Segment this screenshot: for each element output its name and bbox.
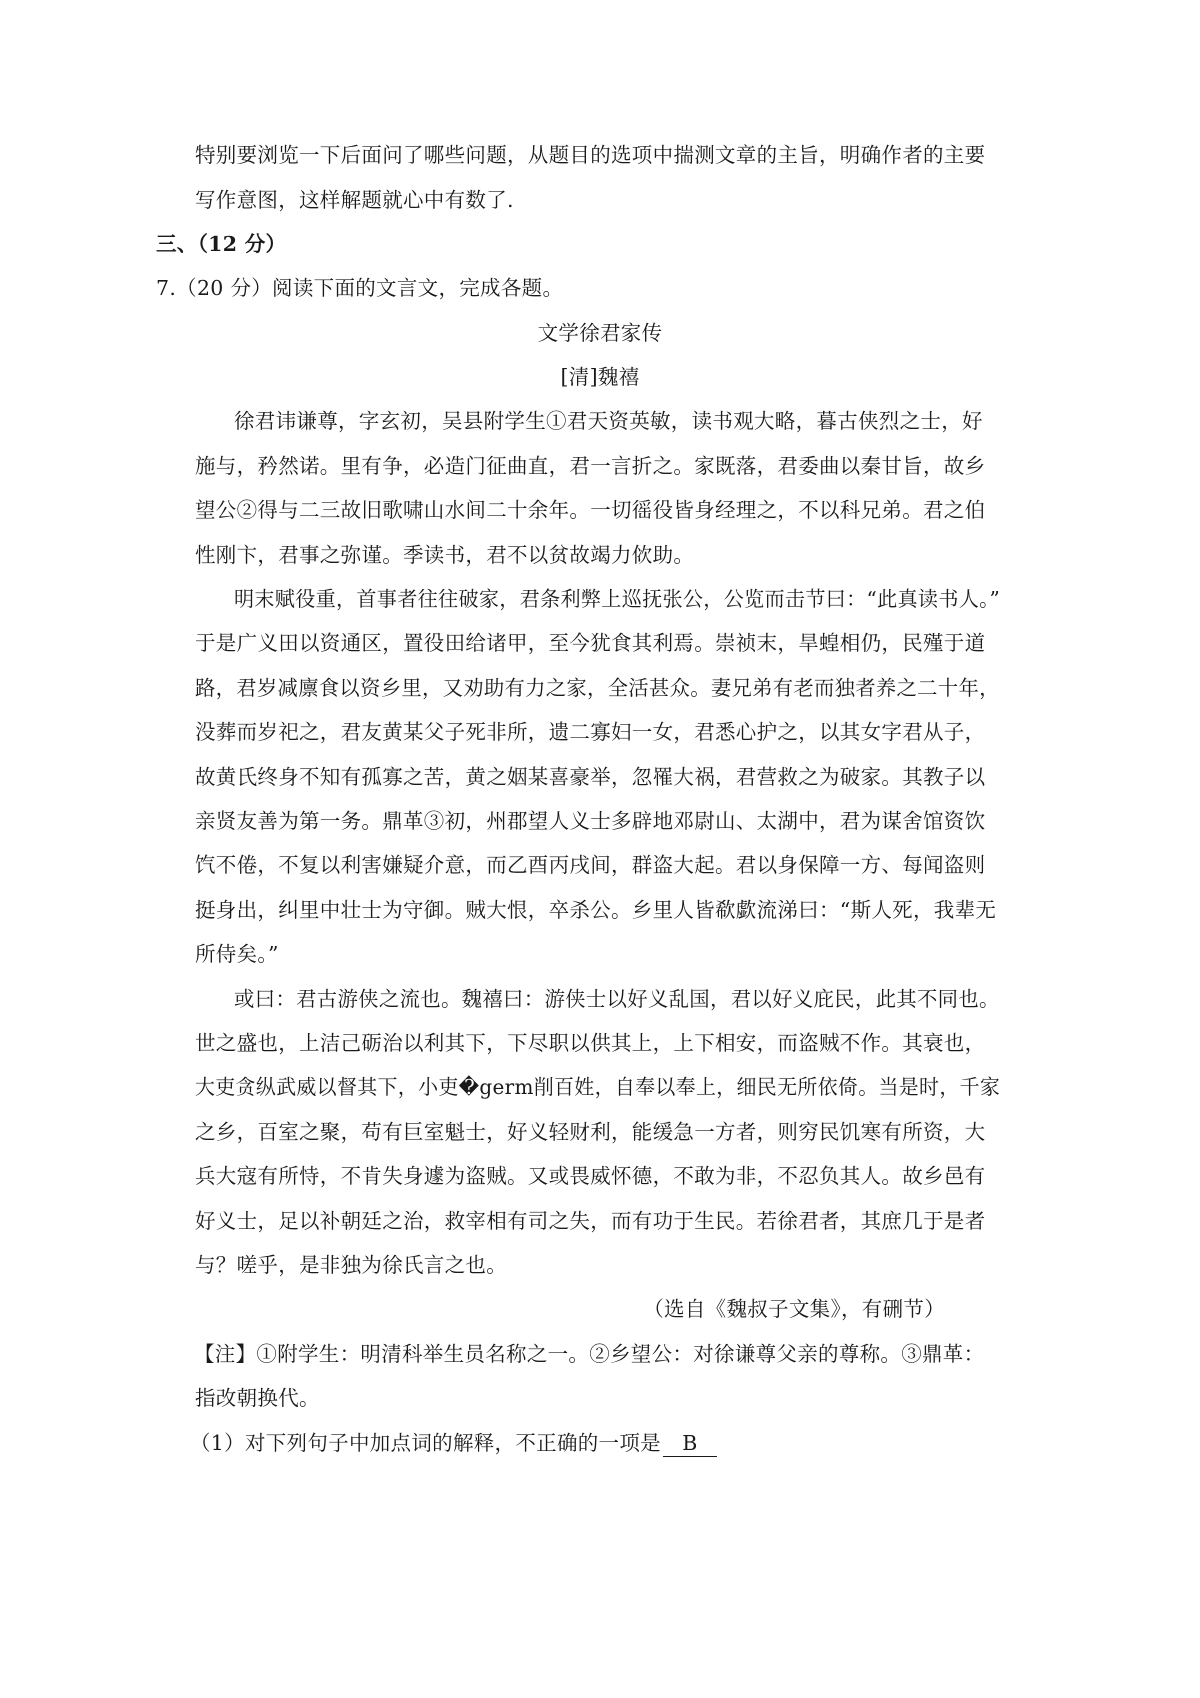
paragraph-1-line: 性刚卞，君事之弥谨。季读书，君不以贫故竭力佽助。 (195, 543, 695, 567)
paragraph-2-line: 明末赋役重，首事者往往破家，君条利弊上巡抚张公，公览而击节曰：“此真读书人。” (234, 587, 1001, 611)
paragraph-3-line: 与？嗟乎，是非独为徐氏言之也。 (195, 1253, 507, 1277)
sub-question-1 (190, 1428, 717, 1458)
paragraph-2-line: 故黄氏终身不知有孤寡之苦，黄之姻某喜豪举，忽罹大祸，君营救之为破家。其教子以 (195, 765, 986, 789)
paragraph-2-line: 挺身出，纠里中壮士为守御。贼大恨，卒杀公。乡里人皆欷歔流涕曰：“斯人死，我辈无 (195, 898, 997, 922)
paragraph-3-line: 兵大寇有所恃，不肯失身遽为盗贼。又或畏威怀德，不敢为非，不忍负其人。故乡邑有 (195, 1164, 986, 1188)
paragraph-2-line: 没葬而岁祀之，君友黄某父子死非所，遗二寡妇一女，君悉心护之，以其女字君从子， (195, 720, 986, 744)
section-heading: 三、（12 分） (156, 232, 287, 256)
paragraph-3-line: 好义士，足以补朝廷之治，救宰相有司之失，而有功于生民。若徐君者，其庶几于是者 (195, 1209, 986, 1233)
note-line-2: 指改朝换代。 (195, 1386, 320, 1410)
paragraph-2-line: 亲贤友善为第一务。鼎革③初，州郡望人义士多辟地邓尉山、太湖中，君为谋舍馆资饮 (195, 809, 986, 833)
paragraph-3-line: 或曰：君古游侠之流也。魏禧曰：游侠士以好义乱国，君以好义庇民，此其不同也。 (234, 987, 1000, 1011)
sub-question-1-answer: B (663, 1430, 717, 1457)
paragraph-2-line: 饩不倦，不复以利害嫌疑介意，而乙酉丙戌间，群盗大起。君以身保障一方、每闻盗则 (195, 853, 986, 877)
paragraph-1-line: 施与，矜然诺。里有争，必造门征曲直，君一言折之。家既落，君委曲以秦甘旨，故乡 (195, 454, 986, 478)
article-author: [清]魏禧 (560, 365, 640, 389)
note-line-1: 【注】①附学生：明清科举生员名称之一。②乡望公：对徐谦尊父亲的尊称。③鼎革： (194, 1342, 985, 1366)
paragraph-2-line: 所侍矣。” (195, 942, 279, 966)
paragraph-1-line: 望公②得与二三故旧歌啸山水间二十余年。一切徭役皆身经理之，不以科兄弟。君之伯 (195, 498, 986, 522)
paragraph-2-line: 于是广义田以资通区，置役田给诸甲，至今犹食其利焉。崇祯末，旱蝗相仍，民殣于道 (195, 631, 986, 655)
paragraph-3-line: 世之盛也，上洁己砺治以利其下，下尽职以供其上，上下相安，而盗贼不作。其衰也， (195, 1031, 986, 1055)
intro-line-1: 特别要浏览一下后面问了哪些问题，从题目的选项中揣测文章的主旨，明确作者的主要 (195, 143, 986, 167)
intro-line-2: 写作意图，这样解题就心中有数了. (195, 188, 514, 212)
paragraph-3-line: 之乡，百室之聚，苟有巨室魁士，好义轻财利，能缓急一方者，则穷民饥寒有所资，大 (195, 1120, 986, 1144)
question-7-prompt: 7.（20 分）阅读下面的文言文，完成各题。 (156, 276, 564, 300)
paragraph-3-line: 大吏贪纵武威以督其下，小吏�germ削百姓，自奉以奉上，细民无所依倚。当是时，千家 (195, 1075, 1001, 1099)
sub-question-1-text: （1）对下列句子中加点词的解释，不正确的一项是 (190, 1431, 661, 1455)
paragraph-2-line: 路，君岁减廪食以资乡里，又劝助有力之家，全活甚众。妻兄弟有老而独者养之二十年， (195, 676, 1000, 700)
article-title: 文学徐君家传 (537, 321, 663, 345)
source-citation: （选自《魏叔子文集》，有硎节） (643, 1297, 945, 1321)
paragraph-1-line: 徐君讳谦尊，字玄初，吴县附学生①君天资英敏，读书观大略，暮古侠烈之士，好 (234, 409, 983, 433)
